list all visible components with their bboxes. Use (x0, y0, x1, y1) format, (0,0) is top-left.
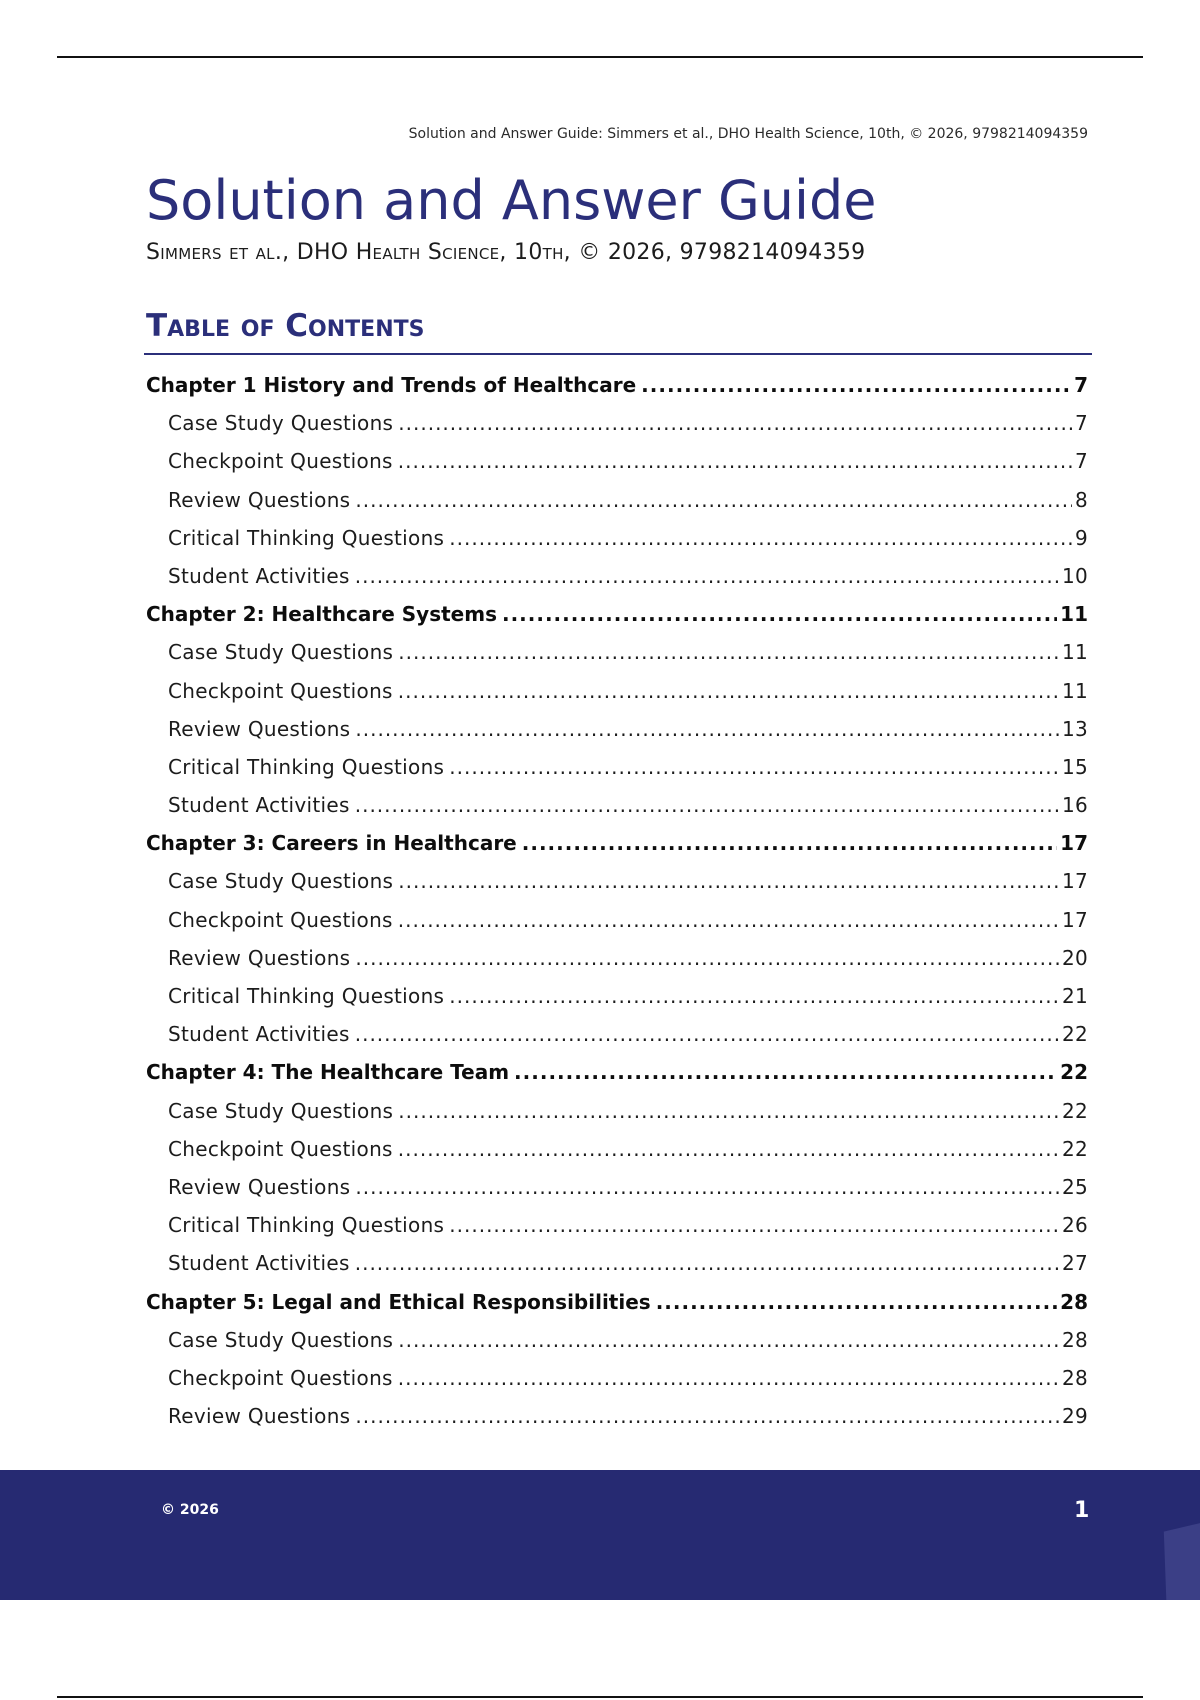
dot-leader (398, 404, 1072, 442)
dot-leader (355, 557, 1059, 595)
dot-leader (502, 595, 1057, 633)
toc-entry-page: 27 (1061, 1251, 1088, 1276)
toc-entry-label: Review Questions (168, 945, 351, 970)
dot-leader (514, 1053, 1057, 1091)
toc-entry-label: Chapter 3: Careers in Healthcare (146, 831, 517, 856)
toc-section-entry[interactable] (146, 786, 1088, 824)
footer-page-number: 1 (1074, 1498, 1090, 1523)
toc-section-entry[interactable] (146, 1015, 1088, 1053)
dot-leader (398, 1130, 1059, 1168)
toc-chapter-3[interactable] (146, 824, 1088, 862)
toc-entry-page: 15 (1061, 754, 1088, 779)
dot-leader (641, 366, 1071, 404)
toc-section-entry[interactable] (146, 748, 1088, 786)
toc-section-entry[interactable] (146, 557, 1088, 595)
toc-entry-label: Review Questions (168, 1174, 351, 1199)
toc-chapter-4[interactable] (146, 1053, 1088, 1091)
toc-heading-rule (144, 353, 1092, 355)
toc-section-entry[interactable] (146, 672, 1088, 710)
toc-entry-label: Student Activities (168, 1022, 350, 1047)
toc-entry-label: Student Activities (168, 563, 350, 588)
toc-entry-label: Case Study Questions (168, 1327, 394, 1352)
dot-leader (355, 1397, 1059, 1435)
toc-chapter-1[interactable] (146, 366, 1088, 404)
toc-entry-label: Chapter 2: Healthcare Systems (146, 602, 497, 627)
toc-heading: Table of Contents (146, 308, 425, 344)
dot-leader (449, 519, 1072, 557)
dot-leader (449, 977, 1059, 1015)
toc-entry-page: 11 (1061, 678, 1088, 703)
toc-entry-label: Case Study Questions (168, 411, 394, 436)
toc-entry-page: 28 (1061, 1327, 1088, 1352)
toc-entry-page: 11 (1060, 602, 1088, 627)
toc-entry-page: 17 (1060, 831, 1088, 856)
footer-band (0, 1470, 1200, 1600)
toc-entry-page: 13 (1061, 716, 1088, 741)
toc-entry-label: Checkpoint Questions (168, 1365, 393, 1390)
bottom-rule (57, 1696, 1143, 1698)
toc-entry-page: 7 (1074, 411, 1088, 436)
toc-entry-label: Case Study Questions (168, 869, 394, 894)
toc-entry-page: 21 (1061, 984, 1088, 1008)
toc-entry-page: 25 (1061, 1174, 1088, 1199)
toc-entry-label: Critical Thinking Questions (168, 984, 445, 1008)
dot-leader (355, 710, 1059, 748)
dot-leader (449, 748, 1059, 786)
toc-entry-page: 26 (1061, 1213, 1088, 1238)
toc-section-entry[interactable] (146, 977, 1088, 1015)
toc-entry-page: 22 (1061, 1022, 1088, 1047)
dot-leader (398, 633, 1059, 671)
dot-leader (355, 1015, 1059, 1053)
dot-leader (398, 1321, 1059, 1359)
toc-entry-label: Review Questions (168, 1404, 351, 1429)
toc-entry-label: Student Activities (168, 793, 350, 818)
dot-leader (398, 442, 1072, 480)
toc-entry-page: 22 (1061, 1136, 1088, 1161)
toc-entry-label: Critical Thinking Questions (168, 1213, 445, 1238)
toc-entry-label: Chapter 5: Legal and Ethical Responsibilities (146, 1289, 651, 1314)
toc-section-entry[interactable] (146, 901, 1088, 939)
toc-entry-page: 20 (1061, 945, 1088, 970)
toc-section-entry[interactable] (146, 1206, 1088, 1244)
toc-entry-page: 28 (1061, 1365, 1088, 1390)
dot-leader (398, 901, 1059, 939)
toc-section-entry[interactable] (146, 1244, 1088, 1282)
dot-leader (355, 481, 1072, 519)
toc-section-entry[interactable] (146, 1168, 1088, 1206)
toc-section-entry[interactable] (146, 481, 1088, 519)
toc-section-entry[interactable] (146, 862, 1088, 900)
toc-section-entry[interactable] (146, 939, 1088, 977)
toc-chapter-2[interactable] (146, 595, 1088, 633)
toc-entry-label: Checkpoint Questions (168, 1136, 393, 1161)
toc-section-entry[interactable] (146, 1397, 1088, 1435)
toc-section-entry[interactable] (146, 1359, 1088, 1397)
toc-entry-page: 29 (1061, 1404, 1088, 1429)
toc-section-entry[interactable] (146, 1130, 1088, 1168)
toc-entry-page: 28 (1060, 1289, 1088, 1314)
toc-entry-label: Critical Thinking Questions (168, 525, 445, 550)
toc-entry-label: Chapter 4: The Healthcare Team (146, 1060, 510, 1085)
dot-leader (355, 786, 1059, 824)
footer-copyright: © 2026 (161, 1502, 219, 1518)
toc-entry-label: Checkpoint Questions (168, 449, 393, 474)
running-head: Solution and Answer Guide: Simmers et al., DHO Health Science, 10th, © 2026, 9798214094359 (408, 126, 1088, 142)
dot-leader (656, 1283, 1057, 1321)
toc-entry-label: Case Study Questions (168, 640, 394, 665)
toc-section-entry[interactable] (146, 1321, 1088, 1359)
toc-section-entry[interactable] (146, 442, 1088, 480)
toc-entry-page: 11 (1061, 640, 1088, 665)
toc-entry-page: 7 (1074, 373, 1088, 397)
toc-entry-page: 22 (1061, 1098, 1088, 1123)
toc-entry-page: 16 (1061, 793, 1088, 818)
toc-entry-page: 9 (1074, 525, 1088, 550)
toc-chapter-5[interactable] (146, 1283, 1088, 1321)
document-subtitle: Simmers et al., DHO Health Science, 10th, © 2026, 9798214094359 (146, 240, 866, 265)
toc-section-entry[interactable] (146, 710, 1088, 748)
toc-section-entry[interactable] (146, 1092, 1088, 1130)
toc-entry-label: Chapter 1 History and Trends of Healthcare (146, 373, 637, 397)
table-of-contents (146, 366, 1088, 1435)
toc-entry-label: Review Questions (168, 487, 351, 512)
toc-entry-page: 17 (1061, 869, 1088, 894)
dot-leader (398, 672, 1059, 710)
toc-section-entry[interactable] (146, 404, 1088, 442)
top-rule (57, 56, 1143, 58)
toc-entry-page: 7 (1074, 449, 1088, 474)
toc-entry-page: 17 (1061, 907, 1088, 932)
toc-entry-page: 22 (1060, 1060, 1088, 1085)
toc-entry-page: 8 (1074, 487, 1088, 512)
document-title: Solution and Answer Guide (146, 169, 877, 232)
toc-entry-label: Review Questions (168, 716, 351, 741)
toc-entry-label: Checkpoint Questions (168, 907, 393, 932)
dot-leader (355, 939, 1059, 977)
toc-section-entry[interactable] (146, 519, 1088, 557)
toc-section-entry[interactable] (146, 633, 1088, 671)
footer-decorative-shape (1164, 1515, 1200, 1600)
dot-leader (355, 1168, 1059, 1206)
toc-entry-label: Student Activities (168, 1251, 350, 1276)
dot-leader (398, 1359, 1059, 1397)
dot-leader (398, 1092, 1059, 1130)
dot-leader (398, 862, 1059, 900)
toc-entry-label: Critical Thinking Questions (168, 754, 445, 779)
toc-entry-label: Checkpoint Questions (168, 678, 393, 703)
dot-leader (522, 824, 1057, 862)
toc-entry-page: 10 (1061, 563, 1088, 588)
toc-entry-label: Case Study Questions (168, 1098, 394, 1123)
dot-leader (449, 1206, 1059, 1244)
dot-leader (355, 1244, 1059, 1282)
